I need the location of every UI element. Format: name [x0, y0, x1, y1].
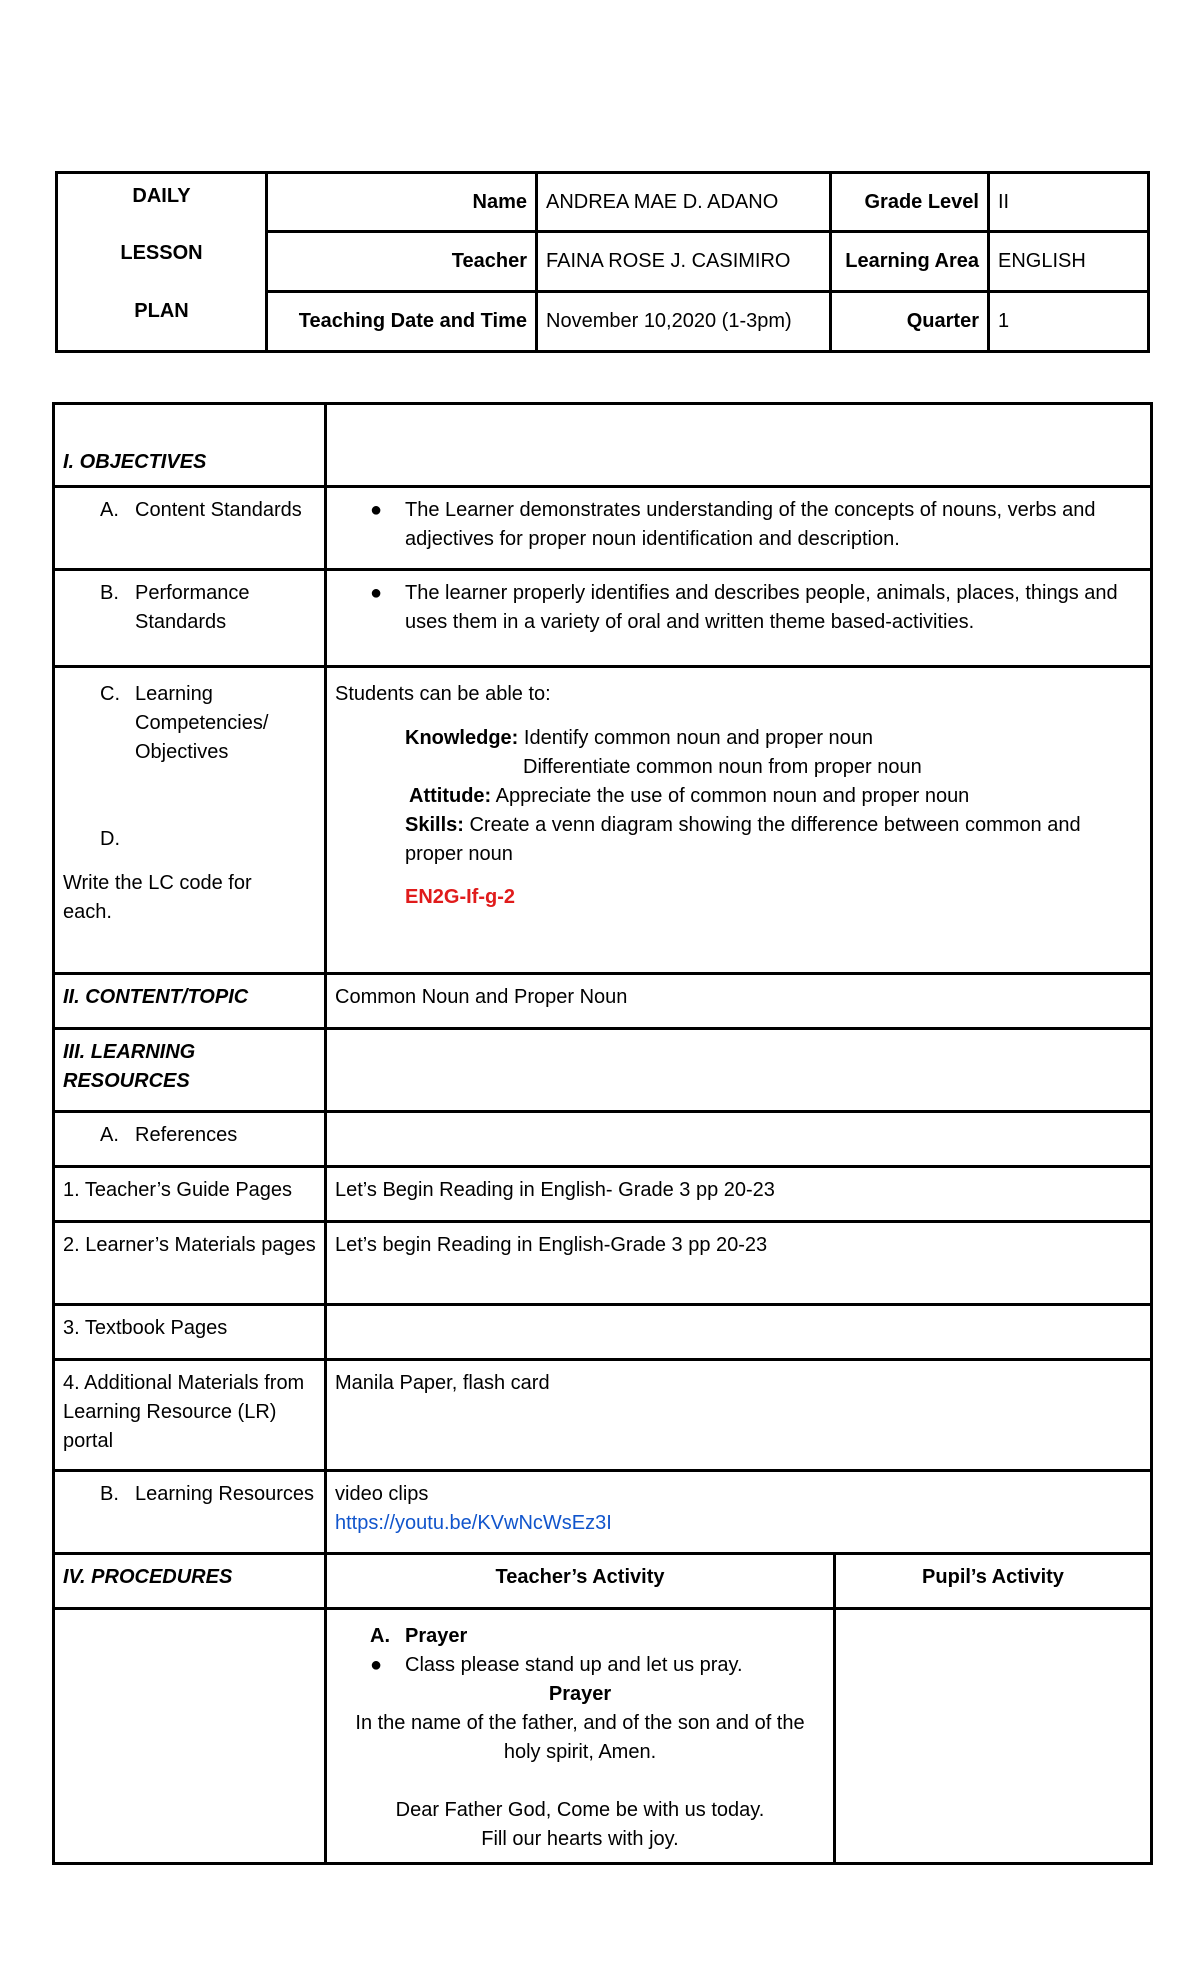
- lc-code: EN2G-If-g-2: [405, 886, 515, 908]
- bullet-icon: ●: [370, 499, 383, 521]
- prayer-instruction: ● Class please stand up and let us pray.: [335, 1651, 825, 1680]
- teachers-guide-row: [54, 1167, 1152, 1222]
- lr-label: B. Learning Resources: [100, 1483, 314, 1505]
- competencies-label: C. Learning Competencies/ Objectives: [100, 683, 269, 763]
- am-label: 4. Additional Materials from Learning Resource (LR) portal: [54, 1360, 326, 1471]
- dlp-title-cell: [57, 173, 267, 352]
- grade-value: II: [989, 173, 1149, 232]
- resources-row: [54, 1029, 1152, 1112]
- content-standards-row: [54, 487, 1152, 570]
- teacher-value: FAINA ROSE J. CASIMIRO: [537, 232, 831, 292]
- quarter-value: 1: [989, 292, 1149, 352]
- dlp-line: DAILY: [132, 185, 191, 207]
- content-standards-text: ● The Learner demonstrates understanding of the concepts of nouns, verbs and adjectives for proper noun identification and description.: [335, 496, 1142, 554]
- quarter-label: Quarter: [831, 292, 989, 352]
- date-value: November 10,2020 (1-3pm): [537, 292, 831, 352]
- procedures-header-row: [54, 1554, 1152, 1609]
- tg-value: Let’s Begin Reading in English- Grade 3 pp 20-23: [326, 1167, 1152, 1222]
- dlp-line: PLAN: [134, 300, 189, 322]
- content-topic-row: [54, 974, 1152, 1029]
- content-standards-label: A. Content Standards: [100, 499, 302, 521]
- tg-label: 1. Teacher’s Guide Pages: [54, 1167, 326, 1222]
- prayer-line-3: Fill our hearts with joy.: [481, 1828, 679, 1850]
- tb-label: 3. Textbook Pages: [54, 1305, 326, 1360]
- attitude-line: Attitude: Appreciate the use of common noun and proper noun: [409, 785, 970, 807]
- learners-materials-row: [54, 1222, 1152, 1305]
- prayer-row: [54, 1609, 1152, 1864]
- lc-note: Write the LC code for each.: [63, 872, 252, 923]
- resources-heading: III. LEARNING RESOURCES: [54, 1029, 326, 1112]
- objectives-row: [54, 404, 1152, 487]
- performance-standards-row: [54, 570, 1152, 667]
- bullet-icon: ●: [370, 1654, 383, 1676]
- objectives-heading: I. OBJECTIVES: [54, 404, 326, 487]
- pupil-activity-header: Pupil’s Activity: [835, 1554, 1152, 1609]
- video-link[interactable]: https://youtu.be/KVwNcWsEz3I: [335, 1512, 612, 1534]
- teacher-activity-header: Teacher’s Activity: [326, 1554, 835, 1609]
- name-label: Name: [267, 173, 537, 232]
- textbook-row: [54, 1305, 1152, 1360]
- learning-resources-row: [54, 1471, 1152, 1554]
- header-table: [55, 171, 1150, 353]
- knowledge-line-2: Differentiate common noun from proper noun: [523, 756, 922, 778]
- competencies-row: [54, 667, 1152, 974]
- topic-value: Common Noun and Proper Noun: [326, 974, 1152, 1029]
- pupil-activity-cell: [835, 1609, 1152, 1864]
- lm-value: Let’s begin Reading in English-Grade 3 pp 20-23: [326, 1222, 1152, 1305]
- prayer-line-1: In the name of the father, and of the son and of the holy spirit, Amen.: [355, 1712, 805, 1763]
- performance-standards-label: B. Performance Standards: [100, 582, 250, 633]
- teacher-label: Teacher: [267, 232, 537, 292]
- d-label: D.: [100, 828, 120, 850]
- lesson-plan-table: [52, 402, 1153, 1865]
- procedures-heading: IV. PROCEDURES: [54, 1554, 326, 1609]
- am-value: Manila Paper, flash card: [326, 1360, 1152, 1471]
- objectives-empty: [326, 404, 1152, 487]
- area-label: Learning Area: [831, 232, 989, 292]
- prayer-subheading: A. Prayer: [370, 1625, 468, 1647]
- references-row: [54, 1112, 1152, 1167]
- skills-line: Skills: Create a venn diagram showing the difference between common and proper noun: [405, 814, 1081, 865]
- performance-standards-text: ● The learner properly identifies and describes people, animals, places, things and uses them in a variety of oral and written theme based-activities.: [335, 579, 1142, 637]
- dlp-line: LESSON: [120, 242, 203, 264]
- prayer-line-2: Dear Father God, Come be with us today.: [395, 1799, 765, 1821]
- additional-materials-row: [54, 1360, 1152, 1471]
- content-heading: II. CONTENT/TOPIC: [54, 974, 326, 1029]
- name-value: ANDREA MAE D. ADANO: [537, 173, 831, 232]
- references-label: A. References: [100, 1124, 238, 1146]
- knowledge-line: Knowledge: Identify common noun and proper noun: [405, 727, 874, 749]
- prayer-title: Prayer: [548, 1683, 612, 1705]
- lr-value: video clips: [335, 1483, 429, 1505]
- objectives-intro: Students can be able to:: [335, 683, 551, 705]
- grade-label: Grade Level: [831, 173, 989, 232]
- date-label: Teaching Date and Time: [267, 292, 537, 352]
- lm-label: 2. Learner’s Materials pages: [54, 1222, 326, 1305]
- bullet-icon: ●: [370, 582, 383, 604]
- area-value: ENGLISH: [989, 232, 1149, 292]
